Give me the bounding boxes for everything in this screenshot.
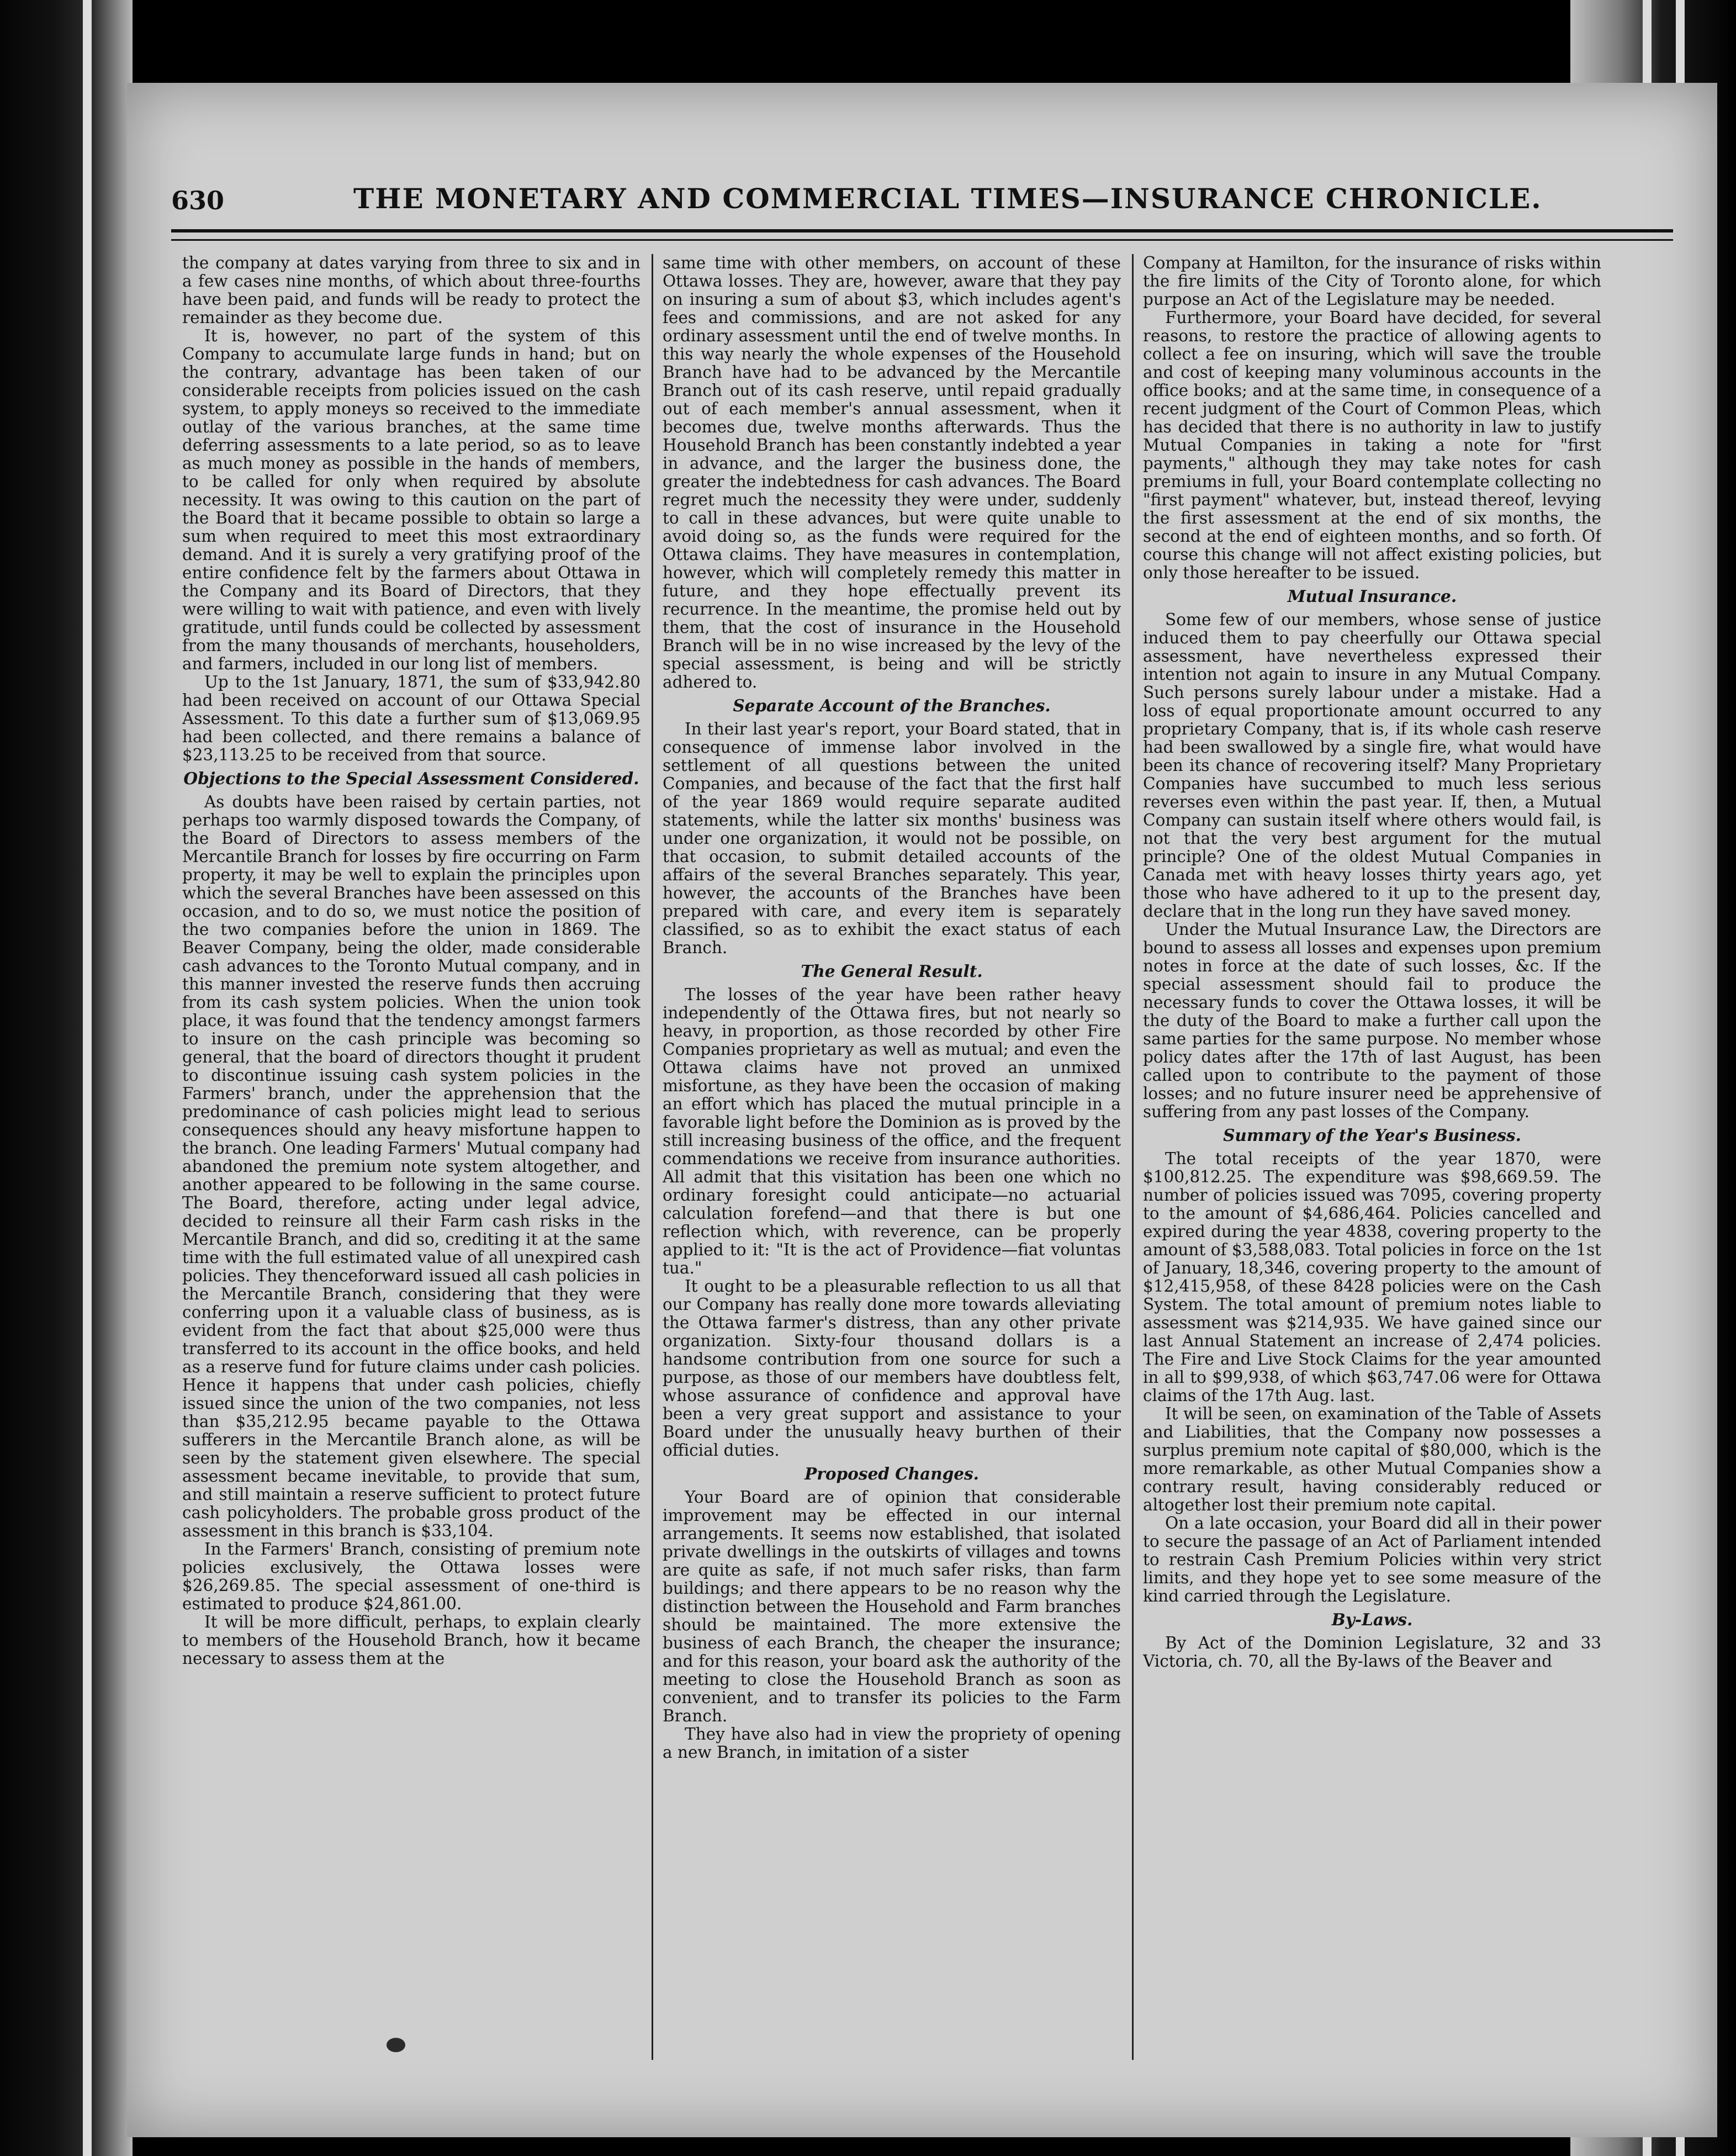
paragraph: In their last year's report, your Board stated, that in consequence of immense labor involved in the settlement of all questions between the united Companies, and because of the fact that the first half of the year 1869 would require separate audited statements, while the latter six months' business was under one organization, it would not be possible, on that occasion, to submit detailed accounts of the affairs of the several Branches separately. This year, however, the accounts of the Branches have been prepared with care, and every item is separately classified, so as to exhibit the exact status of each Branch. bbox=[663, 720, 1121, 957]
section-heading: Proposed Changes. bbox=[805, 1464, 979, 1483]
paragraph: Furthermore, your Board have decided, for several reasons, to restore the practice of allowing agents to collect a fee on insuring, which will save the trouble and cost of keeping many voluminous accounts in the office books; and at the same time, in consequence of a recent judgment of the Court of Common Pleas, which has decided that there is no authority in law to justify Mutual Companies in taking a note for "first payments," although they may take notes for cash premiums in full, your Board contemplate collecting no "first payment" whatever, but, instead thereof, levying the first assessment at the end of six months, the second at the end of eighteen months, and so forth. Of course this change will not affect existing policies, but only those hereafter to be issued. bbox=[1143, 308, 1601, 582]
text-columns bbox=[182, 254, 1673, 2060]
paragraph: The total receipts of the year 1870, were $100,812.25. The expenditure was $98,669.59. The number of policies issued was 7095, covering property to the amount of $4,686,464. Policies cancelled and expired during the year 4838, covering property to the amount of $3,588,083. Total policies in force on the 1st of January, 18,346, covering property to the amount of $12,415,958, of these 8428 policies were on the Cash System. The total amount of premium notes liable to assessment was $214,935. We have gained since our last Annual Statement an increase of 2,474 policies. The Fire and Live Stock Claims for the year amounted in all to $99,938, of which $63,747.06 were for Ottawa claims of the 17th Aug. last. bbox=[1143, 1149, 1601, 1405]
paragraph: As doubts have been raised by certain parties, not perhaps too warmly disposed towards the Company, of the Board of Directors to assess members of the Mercantile Branch for losses by fire occurring on Farm property, it may be well to explain the principles upon which the several Branches have been assessed on this occasion, and to do so, we must notice the position of the two companies before the union in 1869. The Beaver Company, being the older, made considerable cash advances to the Toronto Mutual company, and in this manner invested the reserve funds then accruing from its cash system policies. When the union took place, it was found that the tendency amongst farmers to insure on the cash principle was becoming so general, that the board of directors thought it prudent to discontinue issuing cash system policies in the Farmers' branch, under the apprehension that the predominance of cash policies might lead to serious consequences should any heavy misfortune happen to the branch. One leading Farmers' Mutual company had abandoned the premium note system altogether, and another appeared to be following in the same course. The Board, therefore, acting under legal advice, decided to reinsure all their Farm cash risks in the Mercantile Branch, and did so, crediting it at the same time with the full estimated value of all unexpired cash policies. They thenceforward issued all cash policies in the Mercantile Branch, considering that they were conferring upon it a valuable class of business, as is evident from the fact that about $25,000 were thus transferred to its account in the office books, and held as a reserve fund for future claims under cash policies. Hence it happens that under cash policies, chiefly issued since the union of the two companies, not less than $35,212.95 became payable to the Ottawa sufferers in the Mercantile Branch alone, as will be seen by the statement given elsewhere. The special assessment became inevitable, to provide that sum, and still maintain a reserve sufficient to protect future cash policyholders. The probable gross product of the assessment in this branch is $33,104. bbox=[182, 792, 641, 1540]
running-head-title: THE MONETARY AND COMMERCIAL TIMES—INSURANCE CHRONICLE. bbox=[353, 182, 1542, 215]
paragraph: Some few of our members, whose sense of justice induced them to pay cheerfully our Ottawa special assessment, have nevertheless expressed their intention not again to insure in any Mutual Company. Such persons surely labour under a mistake. Had a loss of equal proportionate amount occurred to any proprietary Company, that is, if its whole cash reserve had been swallowed by a single fire, what would have been its chance of recovering itself? Many Proprietary Companies have succumbed to much less serious reverses even within the past year. If, then, a Mutual Company can sustain itself where others would fail, is not that the very best argument for the mutual principle? One of the oldest Mutual Companies in Canada met with heavy losses thirty years ago, yet those who have adhered to it up to the present day, declare that in the long run they have saved money. bbox=[1143, 610, 1601, 921]
paragraph: It ought to be a pleasurable reflection to us all that our Company has really done more towards alleviating the Ottawa farmer's distress, than any other private organization. Sixty-four thousand dollars is a handsome contribution from one source for such a purpose, as those of our members have doubtless felt, whose assurance of confidence and approval have been a very great support and assistance to your Board under the unusually heavy burthen of their official duties. bbox=[663, 1277, 1121, 1460]
paragraph: By Act of the Dominion Legislature, 32 and 33 Victoria, ch. 70, all the By-laws of the Beaver and bbox=[1143, 1634, 1601, 1671]
newspaper-page bbox=[127, 83, 1717, 2137]
section-heading: The General Result. bbox=[801, 961, 983, 981]
paragraph: the company at dates varying from three to six and in a few cases nine months, of which about three-fourths have been paid, and funds will be ready to protect the remainder as they become due. bbox=[182, 254, 641, 327]
paragraph: The losses of the year have been rather heavy independently of the Ottawa fires, but not nearly so heavy, in proportion, as those recorded by other Fire Companies proprietary as well as mutual; and even the Ottawa claims have not proved an unmixed misfortune, as they have been the occasion of making an effort which has placed the mutual principle in a favorable light before the Dominion as is proved by the still increasing business of the office, and the frequent commendations we receive from insurance authorities. All admit that this visitation has been one which no ordinary foresight could anticipate—no actuarial calculation forefend—and that there is but one reflection which, with reverence, can be properly applied to it: "It is the act of Providence—fiat voluntas tua." bbox=[663, 985, 1121, 1277]
paragraph: They have also had in view the propriety of opening a new Branch, in imitation of a sister bbox=[663, 1725, 1121, 1762]
paragraph: Under the Mutual Insurance Law, the Directors are bound to assess all losses and expenses upon premium notes in force at the date of such losses, &c. If the special assessment should fail to produce the necessary funds to cover the Ottawa losses, it will be the duty of the Board to make a further call upon the same parties for the same purpose. No member whose policy dates after the 17th of last August, has been called upon to contribute to the payment of those losses; and no future insurer need be apprehensive of suffering from any past losses of the Company. bbox=[1143, 920, 1601, 1121]
paragraph: same time with other members, on account of these Ottawa losses. They are, however, aware that they pay on insuring a sum of about $3, which includes agent's fees and commissions, and are not asked for any ordinary assessment until the end of twelve months. In this way nearly the whole expenses of the Household Branch have had to be advanced by the Mercantile Branch out of its cash reserve, until repaid gradually out of each member's annual assessment, when it becomes due, twelve months afterwards. Thus the Household Branch has been constantly indebted a year in advance, and the larger the business done, the greater the indebtedness for cash advances. The Board regret much the necessity they were under, suddenly to call in these advances, but were quite unable to avoid doing so, as the funds were required for the Ottawa claims. They have measures in contemplation, however, which will completely remedy this matter in future, and they hope effectually prevent its recurrence. In the meantime, the promise held out by them, that the cost of insurance in the Household Branch will be in no wise increased by the levy of the special assessment, is being and will be strictly adhered to. bbox=[663, 254, 1121, 691]
paragraph: In the Farmers' Branch, consisting of premium note policies exclusively, the Ottawa losses were $26,269.85. The special assessment of one-third is estimated to produce $24,861.00. bbox=[182, 1540, 641, 1613]
paragraph: It will be more difficult, perhaps, to explain clearly to members of the Household Branch, how it became necessary to assess them at the bbox=[182, 1613, 641, 1668]
section-heading: Summary of the Year's Business. bbox=[1223, 1125, 1521, 1145]
column-1 bbox=[182, 254, 641, 2060]
paragraph: It is, however, no part of the system of this Company to accumulate large funds in hand; but on the contrary, advantage has been taken of our considerable receipts from policies issued on the cash system, to apply moneys so received to the immediate outlay of the various branches, at the same time deferring assessments to a late period, so as to leave as much money as possible in the hands of members, to be called for only when required by absolute necessity. It was owing to this caution on the part of the Board that it became possible to obtain so large a sum when required to meet this most extraordinary demand. And it is surely a very gratifying proof of the entire confidence felt by the farmers about Ottawa in the Company and its Board of Directors, that they were willing to wait with patience, and even with lively gratitude, until funds could be collected by assessment from the many thousands of merchants, householders, and farmers, included in our long list of members. bbox=[182, 326, 641, 673]
column-3 bbox=[1143, 254, 1601, 2060]
column-divider-1 bbox=[652, 254, 653, 2060]
page-number: 630 bbox=[171, 186, 225, 215]
header-rule-thick bbox=[171, 229, 1673, 232]
section-heading: By-Laws. bbox=[1331, 1610, 1413, 1629]
ink-blot bbox=[387, 2038, 405, 2052]
paragraph: On a late occasion, your Board did all in their power to secure the passage of an Act of Parliament intended to restrain Cash Premium Policies within very strict limits, and they hope yet to see some measure of the kind carried through the Legislature. bbox=[1143, 1514, 1601, 1605]
column-divider-2 bbox=[1132, 254, 1134, 2060]
scan-border-left bbox=[0, 0, 133, 2156]
paragraph: It will be seen, on examination of the Table of Assets and Liabilities, that the Company now possesses a surplus premium note capital of $80,000, which is the more remarkable, as other Mutual Companies show a contrary result, having considerably reduced or altogether lost their premium note capital. bbox=[1143, 1404, 1601, 1514]
section-heading: Separate Account of the Branches. bbox=[733, 696, 1051, 715]
section-heading: Objections to the Special Assessment Considered. bbox=[183, 769, 639, 788]
column-2 bbox=[663, 254, 1121, 2060]
paragraph: Company at Hamilton, for the insurance of risks within the fire limits of the City of Toronto alone, for which purpose an Act of the Legislature may be needed. bbox=[1143, 254, 1601, 309]
paragraph: Your Board are of opinion that considerable improvement may be effected in our internal arrangements. It seems now established, that isolated private dwellings in the outskirts of villages and towns are quite as safe, if not much safer risks, than farm buildings; and there appears to be no reason why the distinction between the Household and Farm branches should be maintained. The more extensive the business of each Branch, the cheaper the insurance; and for this reason, your board ask the authority of the meeting to close the Household Branch as soon as convenient, and to transfer its policies to the Farm Branch. bbox=[663, 1488, 1121, 1725]
header-rule-thin bbox=[171, 239, 1673, 241]
film-strip-left bbox=[83, 0, 92, 2156]
section-heading: Mutual Insurance. bbox=[1287, 586, 1457, 606]
page-header bbox=[171, 182, 1662, 226]
paragraph: Up to the 1st January, 1871, the sum of $33,942.80 had been received on account of our Ottawa Special Assessment. To this date a further sum of $13,069.95 had been collected, and there remains a balance of $23,113.25 to be received from that source. bbox=[182, 673, 641, 764]
